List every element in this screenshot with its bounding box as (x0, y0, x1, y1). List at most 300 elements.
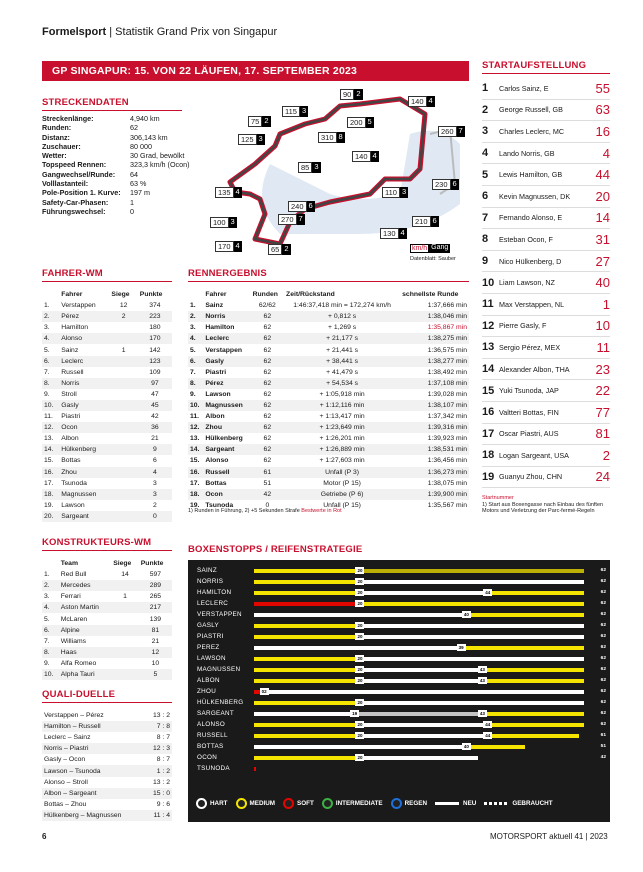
corner-speed: 240 (288, 201, 307, 212)
strategy-row (188, 731, 610, 741)
legend-label: SOFT (297, 800, 314, 807)
quali-title: QUALI-DUELLE (42, 689, 116, 700)
table-row: 16. Zhou 4 (42, 467, 172, 478)
strecken-value: 80 000 (130, 141, 152, 151)
legend-label: MEDIUM (249, 800, 276, 807)
tyre-stint-hard (360, 734, 488, 738)
corner-speed: 135 (215, 187, 234, 198)
grid-driver: Max Verstappen, NL (499, 299, 565, 309)
tyre-stint-soft (254, 767, 256, 771)
strategy-driver: SARGEANT (197, 710, 235, 717)
grid-row (482, 316, 610, 338)
tyre-stint-medium (488, 723, 584, 727)
strategy-row (188, 643, 610, 653)
table-row: 5. McLaren 139 (44, 615, 162, 623)
grid-driver: Charles Leclerc, MC (499, 126, 565, 136)
corner-label (278, 214, 305, 225)
strategy-driver: PEREZ (197, 644, 220, 651)
strecken-key: Safety-Car-Phasen: (42, 197, 109, 207)
grid-number: 44 (595, 167, 610, 183)
tyre-stint-medium (483, 712, 584, 716)
finish-lap: 51 (600, 744, 606, 749)
pit-stop-lap: 20 (357, 634, 363, 639)
pit-stop-lap: 20 (357, 579, 363, 584)
tyre-legend (196, 798, 606, 809)
grid-number: 10 (595, 318, 610, 334)
strategy-driver: HAMILTON (197, 589, 232, 596)
tyre-stint-hard (254, 745, 467, 749)
grid-number: 27 (595, 253, 610, 269)
grid-driver: Yuki Tsunoda, JAP (499, 386, 559, 396)
pit-stop-lap: 20 (357, 623, 363, 628)
rennergebnis-table: Fahrer Runden Zeit/Rückstand schnellste Runde 1. Sainz 62/62 1:46:37,418 min = 172,274 km/h 1:37,666 min 2. Norris 62 + 0,812 s 1:38,046 min 3. Hamilton 62 + 1,269 s 1:35,867 min 4. Leclerc 62 + 21,177 s 1:38,275 min 5. Verstappen 62 + 21,441 s 1:36,575 min 6. Gasly 62 + 38,441 s 1:38,277 min 7. Piastri 62 + 41,479 s 1:38,492 min 8. Pérez 62 + 54,534 s 1:37,108 min 9. Lawson 62 + 1:05,918 min 1:39,028 min 10. Magnussen 62 + 1:12,116 min 1:38,107 min 11. Albon 62 + 1:13,417 min 1:37,342 min 12. Zhou 62 + 1:23,649 min 1:39,316 min 13. Hülkenberg 62 + 1:26,201 min 1:39,923 min 14. Sargeant 62 + 1:26,889 min 1:38,531 min 15. Alonso 62 + 1:27,603 min 1:36,456 min 16. Russell 61 Unfall (P 3) 1:36,273 min 17. Bottas 51 Motor (P 15) 1:38,075 min 18. Ocon 42 Getriebe (P 6) 1:39,900 min 19. Tsunoda 0 Unfall (P 15) 1:35,567 min (188, 289, 469, 511)
finish-lap: 62 (600, 656, 606, 661)
corner-speed: 130 (380, 228, 399, 239)
pit-stop-lap: 20 (357, 590, 363, 595)
table-row: 3. Hamilton 62 + 1,269 s 1:35,867 min (190, 324, 467, 332)
grid-row (482, 337, 610, 359)
tyre-stint-hard (360, 624, 584, 628)
grid-number: 1 (602, 296, 610, 312)
corner-gear: 7 (458, 126, 463, 135)
corner-gear: 4 (428, 96, 433, 105)
pit-stop-lap: 40 (463, 612, 469, 617)
table-row: 6. Gasly 62 + 38,441 s 1:38,277 min (188, 356, 469, 367)
corner-speed: 310 (318, 132, 337, 143)
rennergebnis-title: RENNERGEBNIS (188, 268, 267, 279)
corner-speed: 210 (412, 216, 431, 227)
grid-row (482, 467, 610, 489)
grid-driver: George Russell, GB (499, 105, 563, 115)
track-map-svg (210, 84, 470, 264)
table-row: 14. Sargeant 62 + 1:26,889 min 1:38,531 min (188, 444, 469, 455)
strategy-driver: BOTTAS (197, 743, 224, 750)
legend-label: GEBRAUCHT (512, 800, 553, 807)
corner-gear: 5 (367, 117, 372, 126)
tyre-stint-hard (360, 635, 584, 639)
strecken-value: 197 m (130, 188, 150, 198)
quali-table (42, 710, 172, 821)
strecken-item (42, 151, 192, 160)
legend-item (435, 798, 476, 809)
finish-lap: 62 (600, 568, 606, 573)
legend-item (196, 798, 228, 809)
grid-number: 16 (595, 123, 610, 139)
pit-stop-lap: 40 (463, 744, 469, 749)
finish-lap: 62 (600, 590, 606, 595)
tyre-stint-hard (265, 690, 584, 694)
table-row: 14. Hülkenberg 9 (42, 444, 172, 455)
table-row: Norris – Piastri 12 : 3 (42, 743, 172, 754)
race-banner: GP SINGAPUR: 15. VON 22 LÄUFEN, 17. SEPTEMBER 2023 (42, 61, 469, 81)
strecken-value: 62 (130, 123, 138, 133)
strecken-item (42, 142, 192, 151)
tyre-icon (391, 798, 402, 809)
tyre-strategy-chart (188, 560, 610, 822)
streckendaten-title: STRECKENDATEN (42, 97, 129, 108)
table-row: 1. Sainz 62/62 1:46:37,418 min = 172,274 km/h 1:37,666 min (190, 302, 467, 310)
corner-gear: 4 (235, 241, 240, 250)
corner-gear: 3 (301, 106, 307, 115)
strategy-row (188, 566, 610, 576)
fahrer-wm-table: Fahrer Siege Punkte 1. Verstappen 12 374 2. Pérez 2 223 3. Hamilton 180 4. Alonso 170 5. Sainz 1 142 6. Leclerc 123 7. Russell 109 8. Norris 97 9. Stroll 47 10. Gasly 45 11. Piastri 42 12. Ocon 36 13. Albon 21 14. Hülkenberg 9 15. Bottas 6 16. Zhou 4 17. Tsunoda 3 18. Magnussen 3 19. Lawson 2 20. Sargeant 0 (42, 289, 172, 522)
grid-pos: 17 (482, 427, 495, 440)
tyre-stint-medium (254, 569, 360, 573)
grid-pos: 10 (482, 276, 495, 289)
strecken-key: Wetter: (42, 151, 67, 161)
tyre-stint-medium (254, 679, 360, 683)
grid-driver: Alexander Albon, THA (499, 364, 570, 374)
grid-pos: 18 (482, 449, 495, 462)
table-row: 2. Pérez 2 223 (42, 311, 172, 322)
grid-row (482, 186, 610, 208)
legend-line-icon (435, 802, 459, 805)
table-row: 1. Red Bull 14 597 (44, 571, 162, 579)
corner-speed: 90 (340, 89, 354, 100)
table-row: Alonso – Stroll 13 : 2 (44, 778, 170, 786)
legend-item (236, 798, 276, 809)
strecken-value: 323,3 km/h (Ocon) (130, 160, 190, 170)
tyre-stint-hard (360, 668, 482, 672)
grid-pos: 12 (482, 319, 495, 332)
table-row: 7. Piastri 62 + 41,479 s 1:38,492 min (190, 368, 467, 376)
strategy-driver: OCON (197, 754, 218, 761)
strecken-key: Pole-Position 1. Kurve: (42, 188, 121, 198)
table-row: 8. Haas 12 (42, 647, 172, 658)
table-row: Verstappen – Pérez 13 : 2 (44, 712, 170, 720)
strategy-driver: LECLERC (197, 600, 229, 607)
brand: Formelsport (42, 26, 107, 38)
strategy-driver: NORRIS (197, 578, 224, 585)
table-row: 17. Tsunoda 3 (44, 479, 157, 487)
tyre-stint-medium (360, 569, 584, 573)
corner-label (352, 151, 379, 162)
pit-stop-lap: 20 (357, 568, 363, 573)
finish-lap: 62 (600, 689, 606, 694)
legend-label: NEU (463, 800, 477, 807)
corner-speed: 200 (347, 117, 366, 128)
grid-driver: Lewis Hamilton, GB (499, 170, 563, 180)
strecken-item (42, 179, 192, 188)
tyre-stint-hard (360, 580, 584, 584)
finish-lap: 62 (600, 601, 606, 606)
corner-speed: 65 (268, 244, 282, 255)
tyre-stint-medium (488, 734, 578, 738)
table-row: 8. Norris 97 (42, 378, 172, 389)
tyre-stint-medium (467, 745, 526, 749)
corner-gear: 3 (230, 217, 235, 226)
table-row: 3. Ferrari 1 265 (44, 593, 162, 601)
table-row: 12. Ocon 36 (42, 422, 172, 433)
grid-number: 11 (596, 339, 610, 355)
strategy-row (188, 742, 610, 752)
table-row: 3. Hamilton 180 (44, 324, 161, 332)
strecken-key: Zuschauer: (42, 141, 81, 151)
tyre-stint-hard (360, 756, 477, 760)
pit-stop-lap: 20 (357, 733, 363, 738)
grid-row (482, 424, 610, 446)
tyre-stint-hard (360, 701, 584, 705)
corner-label (268, 244, 291, 255)
strecken-key: Volllastanteil: (42, 179, 89, 189)
finish-lap: 42 (600, 755, 606, 760)
tyre-stint-medium (483, 679, 584, 683)
strategy-row (188, 709, 610, 719)
corner-label (432, 179, 459, 190)
magazine-issue: MOTORSPORT aktuell 41 | 2023 (490, 832, 608, 841)
grid-pos: 4 (482, 147, 489, 160)
finish-lap: 62 (600, 678, 606, 683)
grid-driver: Guanyu Zhou, CHN (499, 472, 563, 482)
corner-label (248, 116, 271, 127)
legend-label: REGEN (404, 800, 428, 807)
table-row: 7. Russell 109 (44, 368, 161, 376)
pit-stop-lap: 20 (357, 667, 363, 672)
legend-item (484, 798, 552, 809)
tyre-stint-soft (254, 602, 360, 606)
corner-gear: 4 (372, 151, 377, 160)
grid-pos: 3 (482, 125, 489, 138)
grid-number: 55 (595, 80, 610, 96)
startaufstellung-title: STARTAUFSTELLUNG (482, 60, 587, 71)
pit-stop-lap: 43 (479, 678, 485, 683)
table-row: 6. Alpine 81 (42, 625, 172, 636)
strategy-driver: LAWSON (197, 655, 226, 662)
finish-lap: 62 (600, 634, 606, 639)
strategy-row (188, 753, 610, 763)
strategy-driver: VERSTAPPEN (197, 611, 242, 618)
grid-driver: Nico Hülkenberg, D (499, 256, 562, 266)
finish-lap: 62 (600, 722, 606, 727)
table-row: 5. Sainz 1 142 (44, 346, 161, 354)
tyre-stint-hard (254, 646, 462, 650)
finish-lap: 62 (600, 645, 606, 650)
pit-stop-lap: 44 (485, 590, 491, 595)
corner-speed: 75 (248, 116, 262, 127)
corner-speed: 125 (238, 134, 257, 145)
strecken-key: Gangwechsel/Runde: (42, 169, 116, 179)
grid-number: 23 (595, 361, 610, 377)
pit-stop-lap: 20 (357, 678, 363, 683)
corner-label (340, 89, 363, 100)
corner-gear: 2 (356, 89, 361, 98)
grid-number: 31 (595, 231, 610, 247)
strategy-row (188, 632, 610, 642)
grid-driver: Carlos Sainz, E (499, 83, 549, 93)
table-row: 11. Piastri 42 (44, 413, 159, 421)
table-row: Bottas – Zhou 9 : 6 (44, 800, 170, 808)
corner-label (238, 134, 265, 145)
header-title: Statistik Grand Prix von Singapur (115, 26, 278, 38)
tyre-stint-medium (254, 657, 360, 661)
corner-gear: 3 (258, 134, 263, 143)
grid-driver: Valtteri Bottas, FIN (499, 407, 559, 417)
finish-lap: 62 (600, 612, 606, 617)
tyre-stint-medium (488, 591, 584, 595)
corner-label (380, 228, 407, 239)
grid-pos: 15 (482, 384, 495, 397)
table-row: 17. Bottas 51 Motor (P 15) 1:38,075 min (190, 479, 467, 487)
strecken-key: Runden: (42, 123, 72, 133)
tyre-stint-medium (254, 734, 360, 738)
table-row: Hamilton – Russell 7 : 8 (42, 721, 172, 732)
fahrer-wm-title: FAHRER-WM (42, 268, 103, 279)
grid-driver: Sergio Pérez, MEX (499, 342, 561, 352)
corner-label (318, 132, 345, 143)
grid-driver: Oscar Piastri, AUS (499, 429, 559, 439)
strategy-row (188, 621, 610, 631)
corner-label (215, 187, 242, 198)
tyre-stint-hard (254, 613, 467, 617)
page-header: Formelsport | Statistik Grand Prix von Singapur (42, 26, 278, 38)
pit-stop-lap: 39 (458, 645, 464, 650)
pit-stop-lap: 20 (357, 700, 363, 705)
grid-number: 24 (595, 469, 610, 485)
grid-number: 22 (595, 383, 610, 399)
finish-lap: 62 (600, 667, 606, 672)
tyre-stint-medium (467, 613, 584, 617)
grid-driver: Pierre Gasly, F (499, 321, 547, 331)
table-row: 18. Ocon 42 Getriebe (P 6) 1:39,900 min (188, 489, 469, 500)
pit-stop-lap: 20 (357, 601, 363, 606)
grid-driver: Esteban Ocon, F (499, 234, 553, 244)
table-row: 10. Alpha Tauri 5 (42, 669, 172, 680)
strategy-driver: ALBON (197, 677, 220, 684)
strecken-value: 4,940 km (130, 114, 160, 123)
tyre-icon (283, 798, 294, 809)
grid-driver: Kevin Magnussen, DK (499, 191, 571, 201)
tyre-stint-medium (483, 668, 584, 672)
track-map (210, 84, 470, 264)
grid-row (482, 121, 610, 143)
strecken-value: 306,143 km (130, 132, 168, 142)
tyre-icon (236, 798, 247, 809)
table-row: 11. Albon 62 + 1:13,417 min 1:37,342 min (190, 413, 467, 421)
tyre-stint-hard (360, 723, 488, 727)
grid-list (482, 78, 610, 488)
tyre-stint-medium (360, 602, 584, 606)
grid-number: 77 (595, 404, 610, 420)
table-row: 1. Verstappen 12 374 (44, 302, 161, 310)
strategy-driver: TSUNODA (197, 765, 230, 772)
grid-pos: 13 (482, 341, 495, 354)
corner-label (347, 117, 374, 128)
corner-speed: 110 (382, 187, 400, 198)
corner-gear: 6 (432, 216, 437, 225)
strecken-key: Streckenlänge: (42, 114, 94, 123)
grid-pos: 7 (482, 211, 489, 224)
tyre-icon (322, 798, 333, 809)
corner-speed: 140 (408, 96, 427, 107)
corner-label (438, 126, 465, 137)
pit-stop-lap: 20 (357, 755, 363, 760)
grid-row (482, 208, 610, 230)
strecken-item (42, 123, 192, 132)
grid-row (482, 164, 610, 186)
grid-driver: Fernando Alonso, E (499, 213, 563, 223)
grid-pos: 1 (482, 82, 489, 95)
map-source: Datenblatt: Sauber (410, 256, 456, 262)
grid-number: 2 (602, 447, 610, 463)
legend-item (322, 798, 383, 809)
table-row: 13. Hülkenberg 62 + 1:26,201 min 1:39,923 min (190, 435, 467, 443)
tyre-stint-hard (360, 591, 488, 595)
strecken-value: 30 Grad, bewölkt (130, 151, 185, 161)
grid-row (482, 143, 610, 165)
table-row: 19. Tsunoda 0 Unfall (P 15) 1:35,567 min (190, 501, 467, 509)
corner-label (412, 216, 439, 227)
grid-row (482, 272, 610, 294)
grid-number: 20 (595, 188, 610, 204)
corner-gear: 4 (400, 228, 405, 237)
map-legend: km/h Gang (412, 244, 449, 252)
legend-line-icon (484, 802, 508, 805)
grid-pos: 5 (482, 168, 489, 181)
strategy-row (188, 720, 610, 730)
table-row: 16. Russell 61 Unfall (P 3) 1:36,273 min (188, 467, 469, 478)
corner-label (282, 106, 308, 117)
corner-gear: 6 (308, 201, 313, 210)
strategy-driver: GASLY (197, 622, 220, 629)
corner-speed: 85 (298, 162, 312, 173)
legend-label: INTERMEDIATE (335, 800, 383, 807)
tyre-stint-medium (254, 756, 360, 760)
grid-row (482, 229, 610, 251)
konstrukteure-title: KONSTRUKTEURS-WM (42, 537, 152, 548)
grid-row (482, 380, 610, 402)
grid-row (482, 78, 610, 100)
strategy-driver: MAGNUSSEN (197, 666, 241, 673)
table-row: Hülkenberg – Magnussen 11 : 4 (42, 810, 172, 821)
grid-number: 81 (595, 426, 610, 442)
strategy-driver: PIASTRI (197, 633, 224, 640)
corner-label (382, 187, 408, 198)
strecken-value: 63 % (130, 179, 147, 189)
legend-item (283, 798, 314, 809)
page-number: 6 (42, 832, 47, 841)
table-row: Albon – Sargeant 15 : 0 (42, 788, 172, 799)
tyre-stint-hard (355, 712, 483, 716)
corner-speed: 260 (438, 126, 457, 137)
strategy-driver: ZHOU (197, 688, 217, 695)
table-row: Gasly – Ocon 8 : 7 (44, 756, 170, 764)
legend-item (391, 798, 427, 809)
tyre-stint-hard (360, 657, 584, 661)
grid-driver: Liam Lawson, NZ (499, 278, 555, 288)
pit-stop-lap: 43 (479, 711, 485, 716)
finish-lap: 61 (600, 733, 606, 738)
corner-gear: 4 (235, 187, 240, 196)
grid-driver: Logan Sargeant, USA (499, 450, 569, 460)
grid-pos: 9 (482, 255, 489, 268)
grid-row (482, 100, 610, 122)
tyre-stint-medium (254, 635, 360, 639)
finish-lap: 62 (600, 711, 606, 716)
strategy-row (188, 698, 610, 708)
strecken-key: Führungswechsel: (42, 206, 106, 216)
grid-row (482, 402, 610, 424)
strategy-row (188, 654, 610, 664)
legend-label: HART (210, 800, 228, 807)
grid-number: 40 (595, 275, 610, 291)
finish-lap: 62 (600, 623, 606, 628)
strecken-item (42, 114, 192, 123)
grid-notes: Startnummer 1) Start aus Boxengasse nach Einbau des fünften Motors und Verletzung der Parc-fermé-Regeln (482, 495, 604, 515)
grid-pos: 11 (482, 298, 494, 311)
grid-number: 14 (595, 210, 610, 226)
strecken-item (42, 170, 192, 179)
pit-stop-lap: 20 (357, 722, 363, 727)
